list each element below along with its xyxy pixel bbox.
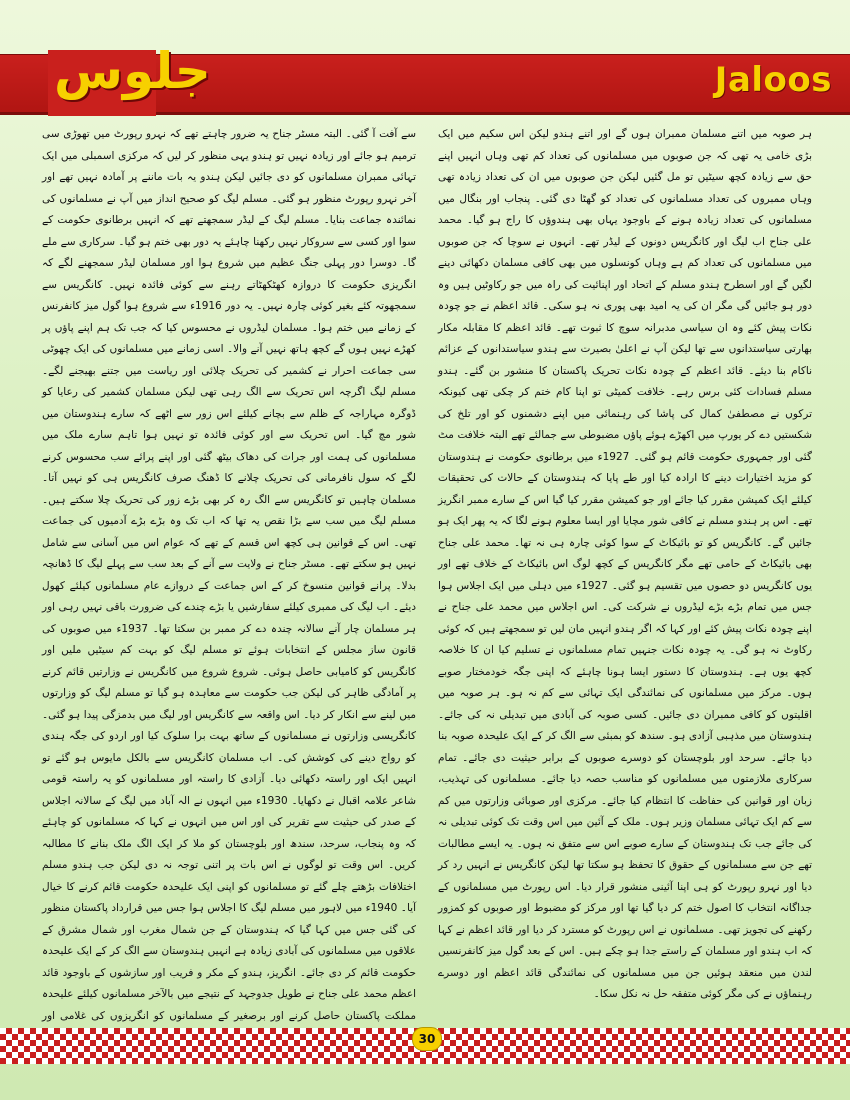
section-title-english: Jaloos — [714, 60, 832, 100]
page-number: 30 — [412, 1027, 442, 1051]
logo-urdu-title: جلوس — [54, 42, 211, 100]
article-column-left: سے آفت آ گئی۔ البتہ مسٹر جناح یہ ضرور چاہتے تھے کہ نہرو رپورٹ میں تھوڑی سی ترمیم ہو جائے اور زیادہ نہیں تو ہندو یہی منظور کر لیں کہ مرکزی اسمبلی میں ایک تہائی ممبران مسلمانوں کو دی جائیں لیکن ہندو یہ بات ماننے پر آمادہ نہیں تھے اور آخر نہرو رپورٹ منظور ہو گئی۔ مسلم لیگ کو صحیح انداز میں آپ نے مسلمانوں کی نمائندہ جماعت بنایا۔ مسلم لیگ کے لیڈر سمجھتے تھے کہ انہیں برطانوی حکومت کے سوا اور کسی سے سروکار نہیں رکھنا چاہئے یہ دور بھی ختم ہو گیا۔ سرکاری سے ملے گا۔ دوسرا دور پہلی جنگ عظیم میں شروع ہوا اور مسلمان لیڈر سمجھنے لگے کہ انگریزی حکومت کا دروازہ کھٹکھٹاتے رہنے سے کوئی فائدہ نہیں۔ کانگریس سے سمجھوتہ کئے بغیر کوئی چارہ نہیں۔ یہ دور 1916ء سے شروع ہوا گول میز کانفرنس کے زمانے میں ختم ہوا۔ مسلمان لیڈروں نے محسوس کیا کہ جب تک ہم اپنے پاؤں پر کھڑے نہیں ہوں گے کچھ ہاتھ نہیں آنے والا۔ اسی زمانے میں مسلمانوں کی ایک چھوٹی سی جماعت احرار نے کشمیر کی تحریک چلائی اور ریاست میں جتنے بھیجنے لگے۔ مسلم لیگ اگرچہ اس تحریک سے الگ رہی تھی لیکن مسلمان کشمیر کی رعایا کو ڈوگرہ مہاراجہ کے ظلم سے بچانے کیلئے اس زور سے اٹھے کہ سارے ہندوستان میں شور مچ گیا۔ اس تحریک سے اور کوئی فائدہ تو نہیں ہوا تاہم سارے ملک میں مسلمانوں کی ہمت اور جرات کی دھاک بیٹھ گئی اور اپنے پرائے سب محسوس کرنے لگے کہ سول نافرمانی کی تحریک چلانے کا ڈھنگ صرف کانگریس ہی کو نہیں آتا۔ مسلمان چاہیں تو کانگریس سے الگ رہ کر بھی بڑے زور کی تحریک چلا سکتے ہیں۔ مسلم لیگ میں سب سے بڑا نقص یہ تھا کہ اب تک وہ بڑے بڑے آدمیوں کی جماعت تھی۔ اس کے قوانین ہی کچھ اس قسم کے تھے کہ عوام اس میں آسانی سے شامل نہیں ہو سکتے تھے۔ مسٹر جناح نے ولایت سے آنے کے بعد سب سے پہلے لیگ کا ڈھانچہ بدلا۔ پرانے قوانین منسوخ کر کے اس جماعت کے دروازے عام مسلمانوں کیلئے کھول دیئے۔ اب لیگ کی ممبری کیلئے سفارشیں یا بڑے چندے کی ضرورت باقی نہیں رہی اور ہر مسلمان چار آنے سالانہ چندہ دے کر ممبر بن سکتا تھا۔ 1937ء میں صوبوں کی قانون ساز مجلس کے انتخابات ہوئے تو مسلم لیگ کو بہت کم سیٹیں ملیں اور کانگریس کو کامیابی حاصل ہوئی۔ شروع شروع میں کانگریس نے وزارتیں قائم کرنے پر آمادگی ظاہر کی لیکن جب حکومت سے معاہدہ ہو گیا تو مسلم لیگ کو وزارتوں میں لینے سے انکار کر دیا۔ اس واقعہ سے کانگریس اور لیگ میں بدمزگی پیدا ہو گئی۔ کانگریسی وزارتوں نے مسلمانوں کے ساتھ بہت برا سلوک کیا اور اردو کی جگہ ہندی کو رواج دینے کی کوشش کی۔ اب مسلمان کانگریس سے بالکل مایوس ہو گئے تو انہیں ایک اور راستہ دکھائی دیا۔ آزادی کا راستہ اور مسلمانوں کو یہ راستہ قومی شاعر علامہ اقبال نے دکھایا۔ 1930ء میں انہوں نے الہ آباد میں لیگ کے سالانہ اجلاس کے صدر کی حیثیت سے تقریر کی اور اس میں انہوں نے کہا کہ مسلمانوں کو چاہئے کہ وہ پنجاب، سرحد، سندھ اور بلوچستان کو ملا کر ایک الگ ملک بنانے کا مطالبہ کریں۔ اس وقت تو لوگوں نے اس بات پر اتنی توجہ نہ دی لیکن جب ہندو مسلم اختلافات بڑھتے چلے گئے تو مسلمانوں کو اپنی ایک علیحدہ حکومت قائم کرنے کا خیال آیا۔ 1940ء میں لاہور میں مسلم لیگ کا اجلاس ہوا جس میں قرارداد پاکستان منظور کی گئی جس میں کہا گیا کہ ہندوستان کے جن شمال مغرب اور شمال مشرق کے علاقوں میں مسلمانوں کی آبادی زیادہ ہے انہیں ہندوستان سے الگ کر کے ایک علیحدہ حکومت قائم کر دی جائے۔ انگریز، ہندو کے مکر و فریب اور سازشوں کے باوجود قائد اعظم محمد علی جناح نے طویل جدوجہد کے نتیجے میں بالآخر مسلمانوں کیلئے علیحدہ مملکت پاکستان حاصل کرنے اور برصغیر کے مسلمانوں کو انگریزوں کی غلامی اور — [42, 128, 417, 1022]
article-body — [42, 124, 813, 1022]
article-column-right: ہر صوبہ میں اتنے مسلمان ممبران ہوں گے اور اتنے ہندو لیکن اس سکیم میں ایک بڑی خامی یہ تھی کہ جن صوبوں میں مسلمانوں کی تعداد کم تھی وہاں انہیں اپنے حق سے زیادہ کچھ سیٹیں تو مل گئیں لیکن جن صوبوں میں ان کی تعداد زیادہ تھی وہاں ممبروں کی تعداد مسلمانوں کی تعداد کو گھٹا دی گئی۔ پنجاب اور بنگال میں مسلمانوں کی تعداد زیادہ ہونے کے باوجود یہاں بھی ہندوؤں کا راج ہو گیا۔ محمد علی جناح اب لیگ اور کانگریس دونوں کے لیڈر تھے۔ انہوں نے سوچا کہ جن صوبوں میں مسلمانوں کی تعداد کم ہے وہاں کونسلوں میں بھی کافی مسلمان دکھائی دینے لگیں گے اور اسطرح ہندو مسلم کے اتحاد اور اپنائیت کی راہ میں جو رکاوٹیں ہیں وہ دور ہو جائیں گی مگر ان کی یہ امید بھی پوری نہ ہو سکی۔ قائد اعظم نے جو چودہ نکات پیش کئے وہ ان سیاسی مدبرانہ سوچ کا ثبوت تھے۔ قائد اعظم کا مقابلہ مکار بھارتی سیاستدانوں سے تھا لیکن آپ نے اعلیٰ بصیرت سے ہندو سیاستدانوں کے عزائم ناکام بنا دیئے۔ قائد اعظم کے چودہ نکات تحریک پاکستان کا منشور بن گئے۔ ہندو مسلم فسادات کئی برس رہے۔ خلافت کمیٹی تو اپنا کام ختم کر چکی تھی کیونکہ ترکوں نے مصطفیٰ کمال کی پاشا کی رہنمائی میں اپنے دشمنوں کو اور تلخ کی شکستیں دے کر یورپ میں اکھڑے ہوئے پاؤں مضبوطی سے جمالئے تھے البتہ خلافت مٹ گئی اور جمہوری حکومت قائم ہو گئی۔ 1927ء میں برطانوی حکومت نے ہندوستان کو مزید اختیارات دینے کا ارادہ کیا اور طے پایا کہ ہندوستان کے حالات کی تحقیقات کیلئے ایک کمیشن مقرر کیا جائے اور جو کمیشن مقرر کیا گیا اس کے سارے ممبر انگریز تھے۔ اس پر ہندو مسلم نے کافی شور مچایا اور ایسا معلوم ہونے لگا کہ یہ پھر ایک ہو جائیں گے۔ کانگریس کو تو بائیکاٹ کے سوا کوئی چارہ ہی نہ تھا۔ محمد علی جناح بھی بائیکاٹ کے حامی تھے مگر کانگریس کے کچھ لوگ اس بائیکاٹ کے خلاف تھے اور یوں کانگریس دو حصوں میں تقسیم ہو گئی۔ 1927ء میں دہلی میں ایک اجلاس ہوا جس میں تمام بڑے بڑے لیڈروں نے شرکت کی۔ اس اجلاس میں محمد علی جناح نے اپنے چودہ نکات پیش کئے اور کہا کہ اگر ہندو انہیں مان لیں تو سمجھتے ہیں کہ کوئی رکاوٹ نہ ہو گی۔ یہ چودہ نکات جنہیں تمام مسلمانوں نے تسلیم کیا ان کا خلاصہ کچھ یوں ہے۔ ہندوستان کا دستور ایسا ہونا چاہئے کہ اپنی جگہ خودمختار صوبے ہوں۔ مرکز میں مسلمانوں کی نمائندگی ایک تہائی سے کم نہ ہو۔ ہر صوبہ میں اقلیتوں کو کافی ممبران دی جائیں۔ کسی صوبہ کی آبادی میں تبدیلی نہ کی جائے۔ ہندوستان میں مذہبی آزادی ہو۔ سندھ کو بمبئی سے الگ کر کے ایک علیحدہ صوبہ بنا دیا جائے۔ سرحد اور بلوچستان کو دوسرے صوبوں کے برابر حیثیت دی جائے۔ تمام سرکاری ملازمتوں میں مسلمانوں کو مناسب حصہ دیا جائے۔ مسلمانوں کی تہذیب، زبان اور قوانین کی حفاظت کا انتظام کیا جائے۔ مرکزی اور صوبائی وزارتوں میں کم سے کم ایک تہائی مسلمان وزیر ہوں۔ ملک کے آئین میں اس وقت تک کوئی تبدیلی نہ کی جائے جب تک ہندوستان کے سارے صوبے اس سے متفق نہ ہوں۔ یہ ایسے مطالبات تھے جن سے مسلمانوں کے حقوق کا تحفظ ہو سکتا تھا لیکن کانگریس نے انہیں رد کر دیا اور نہرو رپورٹ کو ہی اپنا آئینی منشور قرار دیا۔ اس رپورٹ میں مسلمانوں کے جداگانہ انتخاب کا اصول ختم کر دیا گیا تھا اور مرکز کو مضبوط اور صوبوں کو کمزور رکھنے کی تجویز تھی۔ مسلمانوں نے اس رپورٹ کو مسترد کر دیا اور قائد اعظم نے کہا کہ اب ہندو اور مسلمان کے راستے جدا ہو چکے ہیں۔ اس کے بعد گول میز کانفرنسیں لندن میں منعقد ہوئیں جن میں مسلمانوں کی نمائندگی قائد اعظم اور دوسرے رہنماؤں نے کی مگر کوئی متفقہ حل نہ نکل سکا۔ — [438, 128, 813, 1000]
